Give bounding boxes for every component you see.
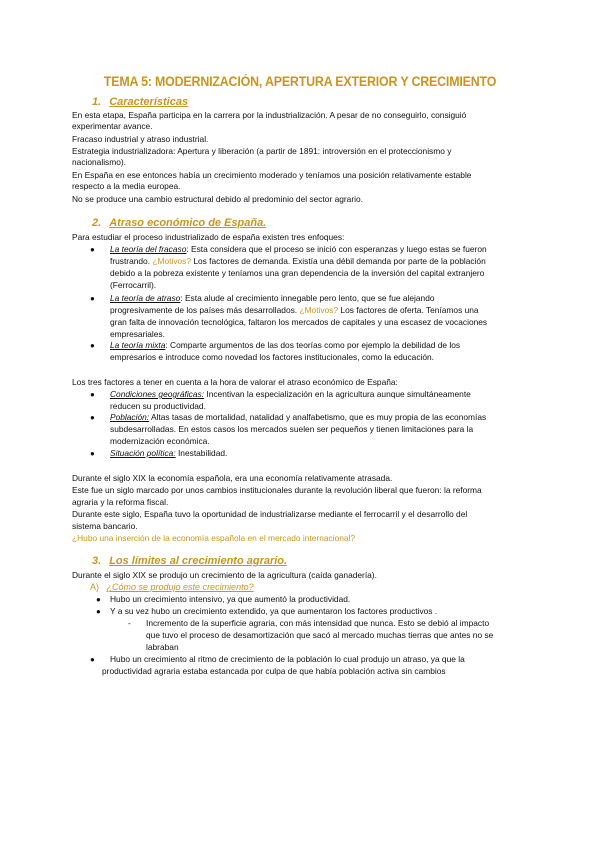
theory-fracaso-line-2 [110,256,486,268]
theory-mixta-line-1 [110,340,460,352]
text: Inestabilidad. [175,448,228,458]
text: progresivamente de los países más desarrollados. [110,305,300,315]
theory-fracaso-label: La teoría del fracaso [110,244,187,254]
bullet-icon: ● [90,245,95,254]
bullet-icon: ● [90,655,95,664]
theory-atraso-line-1 [110,293,435,305]
s2-paragraph-1: Durante el siglo XIX la economía española, era una economía relativamente atrasada. [72,473,393,483]
s1-line-5: nacionalismo). [72,157,126,167]
theory-mixta-label: La teoría mixta [110,340,166,350]
text: : Esta considera que el proceso se inició con esperanzas y luego estas se fueron [186,244,487,254]
s3-intro: Durante el siglo XIX se produjo un crecimiento de la agricultura (caída ganadería). [72,570,377,580]
theory-atraso-label: La teoría de atraso [110,293,181,303]
text: frustrando. [110,256,153,266]
section-3-number: 3. [92,555,102,567]
theory-fracaso-line-4: (Ferrocarril). [110,280,157,290]
document-title: TEMA 5: MODERNIZACIÓN, APERTURA EXTERIOR Y CRECIMIENTO [103,74,497,89]
text: : Esta alude al crecimiento innegable pero lento, que se fue alejando [180,293,435,303]
bullet-icon: ● [90,294,95,303]
bullet-icon: ● [90,413,95,422]
bullet-icon: ● [90,341,95,350]
bullet-icon: ● [96,595,101,604]
s3-subsection-a [90,582,254,592]
text: Los factores de demanda. Existía una débil demanda por parte de la población [191,256,486,266]
question-highlight: ¿Motivos? [152,256,192,266]
s3-dash-line-3: labraban [146,642,179,652]
s1-line-4: Estrategia industrializadora: Apertura y liberación (a partir de 1891: introversión en el proteccionismo y [72,146,452,156]
s1-line-3: Fracaso industrial y atraso industrial. [72,134,209,144]
dash-marker: - [128,618,131,628]
section-1-number: 1. [92,96,102,108]
s3-bullet-1: Hubo un crecimiento intensivo, ya que aumentó la productividad. [110,594,351,604]
s2-intro: Para estudiar el proceso industrializado de españa existen tres enfoques: [72,232,345,242]
factor-geografia-line-2: reducen su productividad. [110,401,206,411]
theory-fracaso-line-3: debido a la pobreza existente y teníamos una gran dependencia de la inversión del capital extranjero [110,268,485,278]
s2-paragraph-3: agraria y la reforma fiscal. [72,497,169,507]
s1-line-6: En España en ese entonces había un crecimiento moderado y teníamos una posición relativamente estable [72,170,472,180]
s2-paragraph-5: sistema bancario. [72,521,138,531]
factor-poblacion-line-3: modernización económica. [110,436,210,446]
bullet-icon: ● [96,607,101,616]
section-3-label: Los límites al crecimiento agrario. [109,555,288,567]
s2-question: ¿Hubo una inserción de la economía española en el mercado internacional? [72,533,356,543]
theory-atraso-line-2 [110,305,479,317]
text: Incentivan la especialización en la agricultura aunque simultáneamente [204,389,471,399]
s2-paragraph-2: Este fue un siglo marcado por unos cambios institucionales durante la revolución liberal que fueron: la reforma [72,485,482,495]
section-2-heading [92,217,266,229]
s2-paragraph-4: Durante este siglo, España tuvo la oportunidad de industrializarse mediante el ferrocarril y el desarrollo del [72,509,468,519]
factor-poblacion-label: Población: [110,412,150,422]
factor-politica-label: Situación política: [110,448,176,458]
section-1-label: Características [109,96,189,108]
section-2-label: Atraso económico de España. [109,217,267,229]
text: Altas tasas de mortalidad, natalidad y analfabetismo, que es muy propia de las economías [149,412,487,422]
s3-dash-line-2: que tuvo el proceso de desamortización que sacó al mercado muchas tierras que antes no se [146,630,494,640]
subsection-a-number: A) [90,582,99,592]
factor-geografia-label: Condiciones geográficas: [110,389,205,399]
bullet-icon: ● [90,390,95,399]
text: : Comparte argumentos de las dos teorías como por ejemplo la debilidad de los [165,340,461,350]
text: Los factores de oferta. Teníamos una [338,305,479,315]
section-2-number: 2. [92,217,102,229]
s3-bullet-2: Y a su vez hubo un crecimiento extendido, ya que aumentaron los factores productivos . [110,606,438,616]
bullet-icon: ● [90,449,95,458]
s3-bullet-3-line-1: Hubo un crecimiento al ritmo de crecimiento de la población lo cual produjo un atraso, ya que la [110,654,465,664]
theory-atraso-line-4: empresariales. [110,329,165,339]
section-3-heading [92,555,287,567]
factor-poblacion-line-2: subdesarrolladas. En estos casos los mercados suelen ser pequeños y tienen limitaciones para la [110,424,474,434]
s1-line-1: En esta etapa, España participa en la carrera por la industrialización. A pesar de no conseguirlo, consiguió [72,110,467,120]
factor-geografia-line-1 [110,389,471,401]
s3-dash-line-1: Incremento de la superficie agraria, con más intensidad que nunca. Esto se debió al impacto [146,618,490,628]
theory-mixta-line-2: empresarios e introduce como novedad los factores institucionales, como la educación. [110,352,435,362]
s1-line-8: No se produce una cambio estructural debido al predominio del sector agrario. [72,194,363,204]
theory-fracaso-line-1 [110,244,487,256]
s1-line-2: experimentar avance. [72,121,153,131]
factor-poblacion-line-1 [110,412,486,424]
theory-atraso-line-3: gran falta de innovación tecnológica, faltaron los mercados de capitales y una escasez de vocaciones [110,317,488,327]
s1-line-7: respecto a la media europea. [72,181,181,191]
factors-intro: Los tres factores a tener en cuenta a la hora de valorar el atraso económico de España: [72,377,398,387]
s3-bullet-3-line-2: productividad agraria estaba estancada por culpa de que había población activa sin cambios [102,666,446,676]
section-1-heading [92,96,188,108]
factor-politica-line-1 [110,448,227,460]
question-highlight: ¿Motivos? [299,305,339,315]
subsection-a-label: ¿Cómo se produjo este crecimiento? [106,582,254,592]
